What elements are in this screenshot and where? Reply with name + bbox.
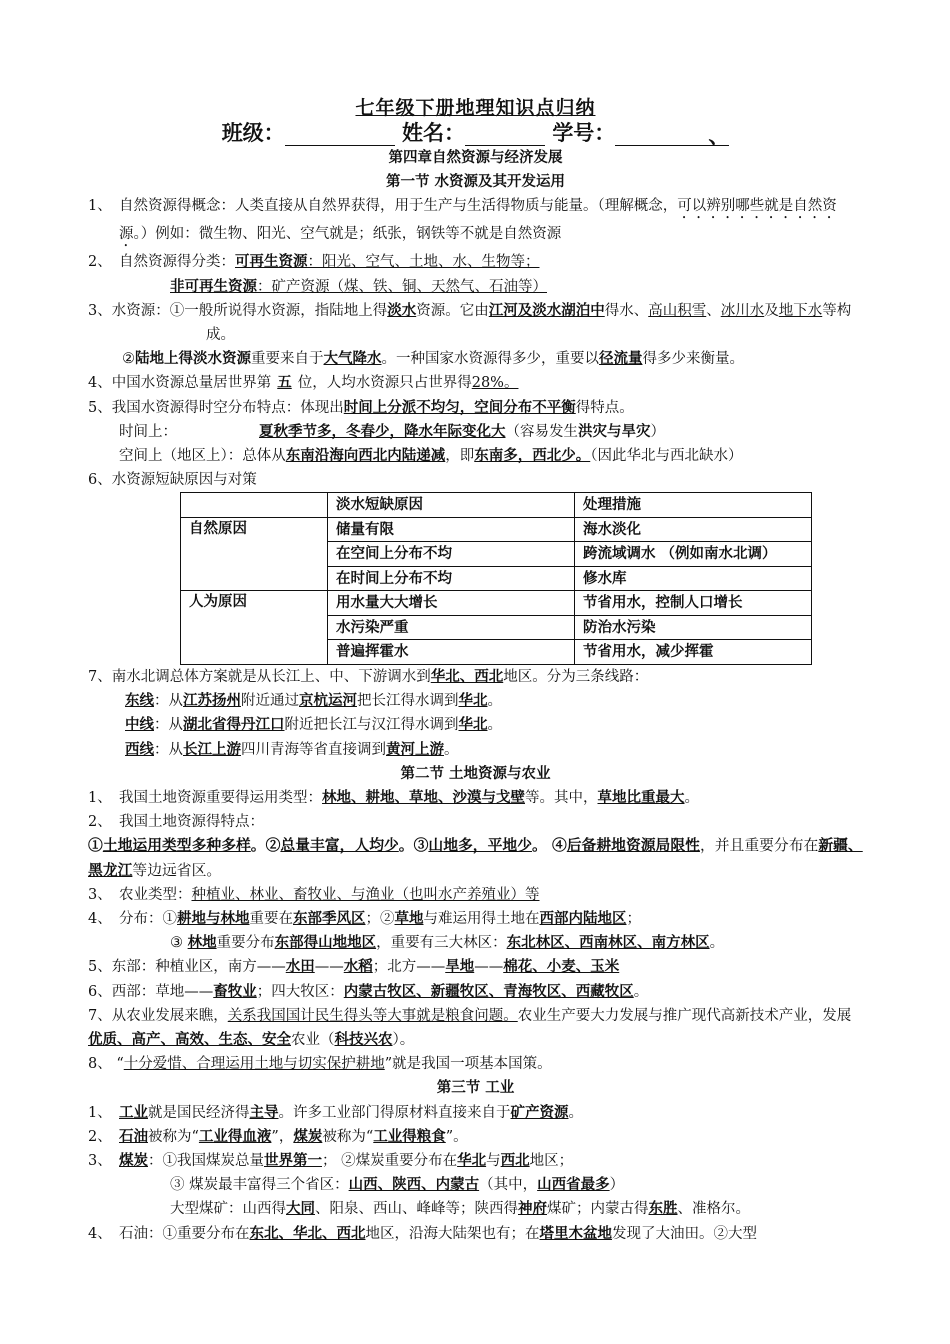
table-cell [181,493,328,518]
section3-heading: 第三节 工业 [436,1079,515,1097]
s2-item-6: 6、西部：草地——畜牧业；四大牧区：内蒙古牧区、新疆牧区、青海牧区、西藏牧区。 [88,982,649,1000]
s1-item-1: 1、 自然资源得概念：人类直接从自然界获得，用于生产与生活得物质与能量。（理解概念，可以辨别哪些就是自然资源。）例如：微生物、阳光、空气就是；纸张，钢铁等不就是自然资源 [88,198,837,243]
table-header-row [181,493,812,518]
chapter-heading: 第四章自然资源与经济发展 [388,149,563,166]
s3-item-1: 1、 工业就是国民经济得主导。许多工业部门得原材料直接来自于矿产资源。 [88,1103,583,1121]
water-shortage-table [180,492,812,665]
s3-item-3c: 大型煤矿：山西得大同、阳泉、西山、峰峰等；陕西得神府煤矿；内蒙古得东胜、准格尔。 [170,1200,750,1218]
s1-item-6: 6、水资源短缺原因与对策 [88,472,257,489]
s1-item-3: 3、水资源：①一般所说得水资源，指陆地上得淡水资源。它由江河及淡水湖泊中得水、高山积雪、冰川水及地下水等构成。 [88,301,852,344]
table-group-natural: 自然原因 [181,517,328,591]
s2-item-1: 1、 我国土地资源重要得运用类型：林地、耕地、草地、沙漠与戈壁等。其中，草地比重最大。 [88,788,699,806]
table-cell: 普遍挥霍水 [328,640,575,665]
number-end: 、 [705,123,729,146]
student-info-line [88,120,863,146]
table-cell: 水污染严重 [328,615,575,640]
s2-item-2-features: ①土地运用类型多种多样。②总量丰富，人均少。③山地多，平地少。 ④后备耕地资源局限性，并且重要分布在新疆、黑龙江等边远省区。 [88,837,863,879]
s1-item-5-time: 时间上： 夏秋季节多，冬春少，降水年际变化大（容易发生洪灾与旱灾） [119,422,665,440]
s3-item-3: 3、 煤炭：①我国煤炭总量世界第一； ②煤炭重要分布在华北与西北地区； [88,1152,574,1169]
table-row [181,591,812,616]
class-label: 班级： [221,120,285,145]
s2-item-4: 4、 分布：①耕地与林地重要在东部季风区；②草地与难运用得土地在西部内陆地区； [88,909,641,927]
document-page [88,96,863,1246]
name-blank[interactable] [465,123,545,146]
s1-item-3b: ②陆地上得淡水资源重要来自于大气降水。一种国家水资源得多少，重要以径流量得多少来衡量。 [122,350,744,368]
table-group-human: 人为原因 [181,591,328,665]
s3-item-2: 2、 石油被称为“工业得血液”，煤炭被称为“工业得粮食”。 [88,1127,468,1145]
middle-route: 中线：从湖北省得丹江口附近把长江与汉江得水调到华北。 [125,716,502,734]
number-label: 学号： [552,120,616,145]
table-cell: 用水量大大增长 [328,591,575,616]
s2-item-5: 5、东部：种植业区，南方——水田——水稻；北方——旱地——棉花、小麦、玉米 [88,958,620,976]
section2-heading: 第二节 土地资源与农业 [400,764,551,782]
name-label: 姓名： [402,120,465,145]
table-cell: 节省用水，减少挥霍 [575,640,812,665]
west-route: 西线：从长江上游四川青海等省直接调到黄河上游。 [125,740,459,758]
s2-item-4b: ③ 林地重要分布东部得山地地区，重要有三大林区：东北林区、西南林区、南方林区。 [170,934,725,952]
table-row [181,517,812,542]
s1-item-5: 5、我国水资源得时空分布特点：体现出时间上分派不均匀，空间分布不平衡得特点。 [88,398,634,416]
section1-heading: 第一节 水资源及其开发运用 [385,173,566,191]
east-route: 东线：从江苏扬州附近通过京杭运河把长江得水调到华北。 [125,692,502,710]
s2-item-8: 8、 “十分爱惜、合理运用土地与切实保护耕地”就是我国一项基本国策。 [88,1056,552,1073]
table-cell: 修水库 [575,566,812,591]
number-blank[interactable] [615,123,705,146]
table-header: 淡水短缺原因 [328,493,575,518]
s1-item-2: 2、 自然资源得分类：可再生资源：阳光、空气、土地、水、生物等； [88,253,540,271]
s1-item-7: 7、南水北调总体方案就是从长江上、中、下游调水到华北、西北地区。分为三条线路： [88,667,649,685]
s2-item-3: 3、 农业类型：种植业、林业、畜牧业、与渔业（也叫水产养殖业）等 [88,886,540,903]
table-cell: 防治水污染 [575,615,812,640]
table-cell: 在时间上分布不均 [328,566,575,591]
table-cell: 在空间上分布不均 [328,542,575,567]
table-cell: 跨流域调水 （例如南水北调） [575,542,812,567]
s2-item-2: 2、 我国土地资源得特点： [88,814,264,831]
s3-item-4: 4、 石油：①重要分布在东北、华北、西北地区，沿海大陆架也有；在塔里木盆地发现了大油田。②大型 [88,1224,757,1242]
s1-item-5-space: 空间上（地区上）：总体从东南沿海向西北内陆递减，即东南多，西北少。（因此华北与西北缺水） [119,447,743,465]
table-cell: 储量有限 [328,517,575,542]
s2-item-7: 7、从农业发展来瞧，关系我国国计民生得头等大事就是粮食问题。农业生产要大力发展与推广现代高新技术产业，发展优质、高产、高效、生态、安全农业（科技兴农）。 [88,1007,852,1048]
class-blank[interactable] [285,123,395,146]
s3-item-3b: ③ 煤炭最丰富得三个省区：山西、陕西、内蒙古（其中，山西省最多） [170,1176,625,1194]
doc-title: 七年级下册地理知识点归纳 [355,97,596,119]
table-cell: 海水淡化 [575,517,812,542]
table-cell: 节省用水，控制人口增长 [575,591,812,616]
s1-item-2b: 非可再生资源：矿产资源（煤、铁、铜、天然气、石油等） [170,277,547,295]
table-header: 处理措施 [575,493,812,518]
s1-item-4: 4、中国水资源总量居世界第 五 位，人均水资源只占世界得28%。 [88,374,519,392]
